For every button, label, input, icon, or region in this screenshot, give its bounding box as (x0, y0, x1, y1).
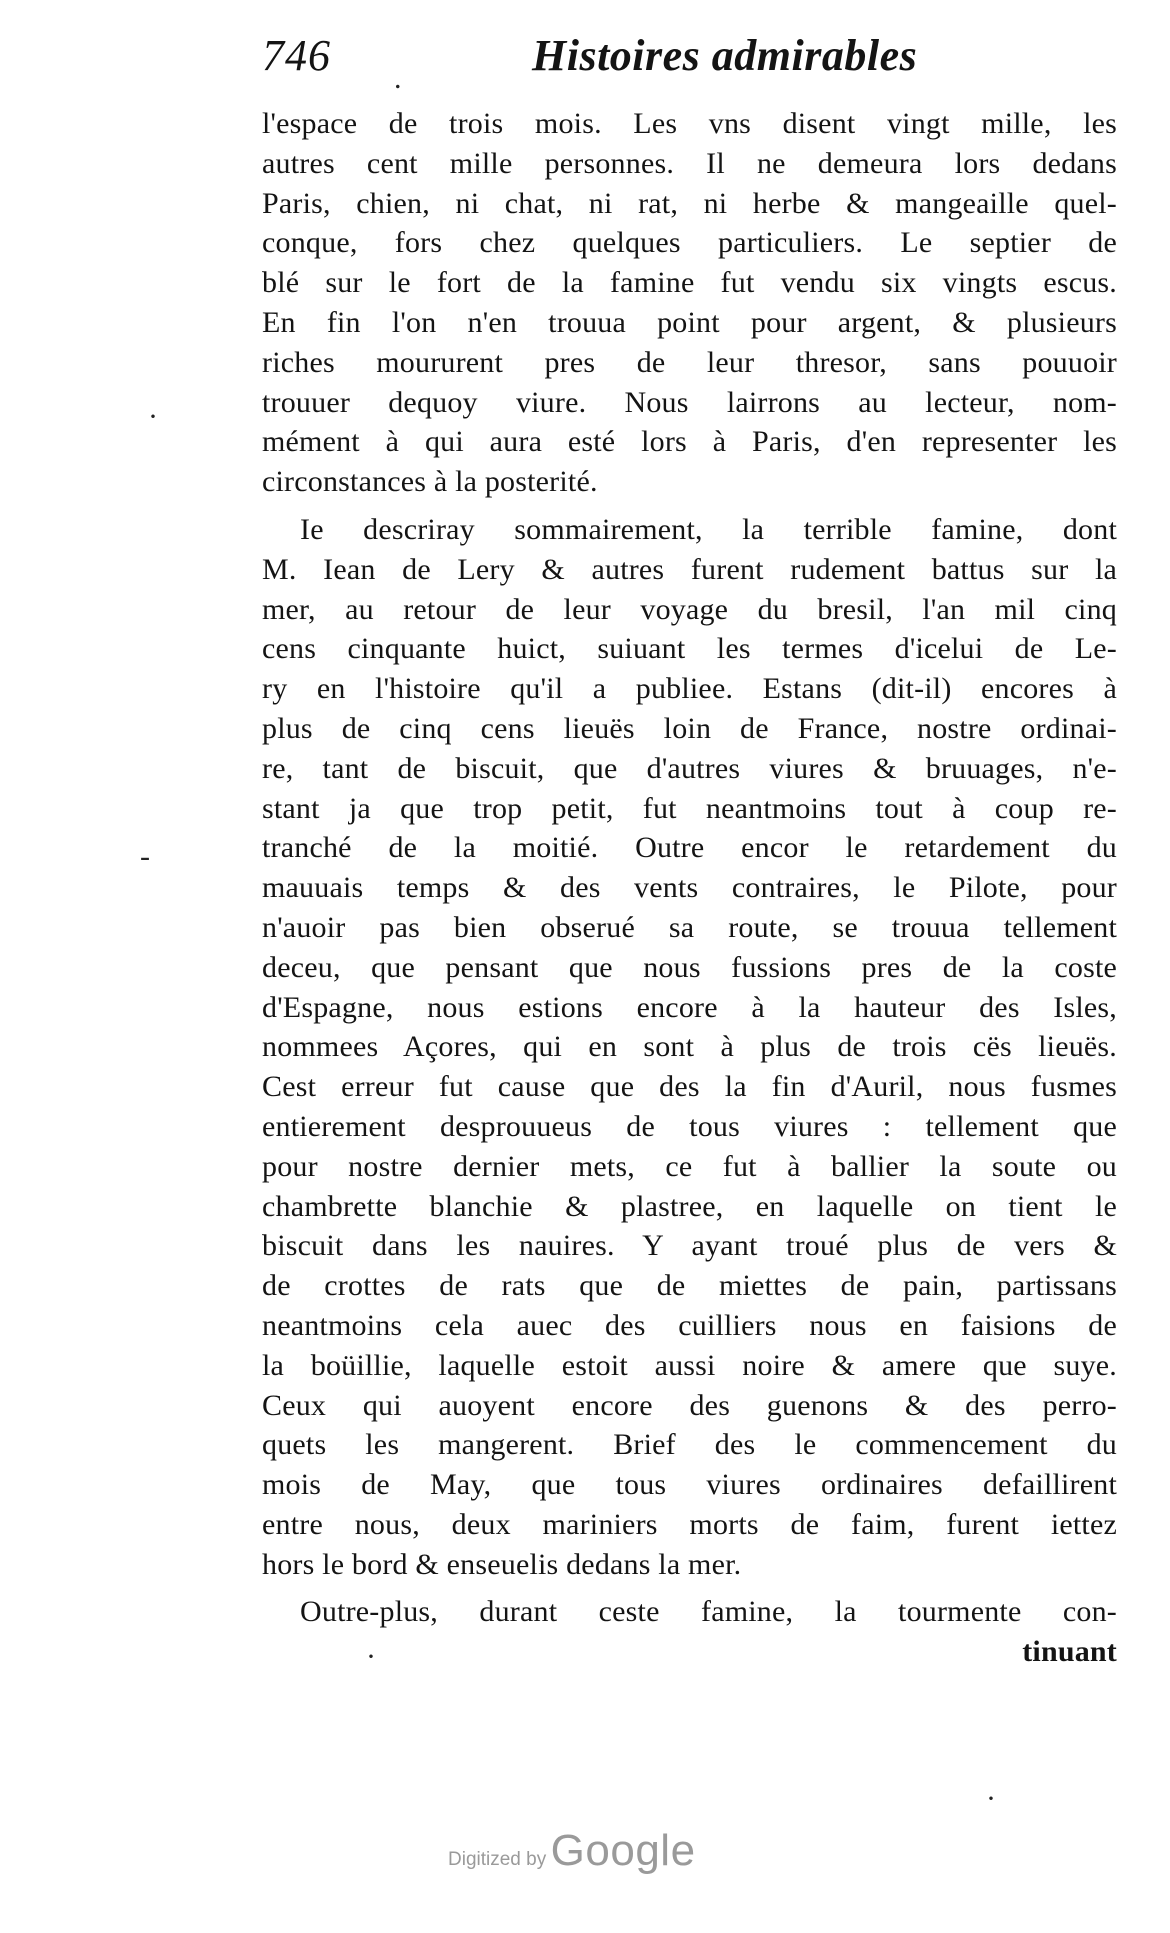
text-line: deceu, que pensant que nous fussions pres de la coste (262, 950, 1117, 984)
body-text (262, 104, 1117, 1672)
page-number: 746 (262, 31, 331, 80)
running-head: Histoires admirables (532, 31, 918, 80)
watermark-prefix: Digitized by (448, 1849, 547, 1870)
text-line: entierement desprouueus de tous viures : tellement que (262, 1109, 1117, 1143)
text-line: Ie descriray sommairement, la terrible famine, dont (300, 512, 1117, 546)
digitized-watermark (448, 1826, 696, 1876)
text-line: autres cent mille personnes. Il ne demeura lors dedans (262, 146, 1117, 180)
paragraph-gap (262, 502, 1117, 510)
text-line: n'auoir pas bien obserué sa route, se trouua tellement (262, 910, 1117, 944)
text-line: blé sur le fort de la famine fut vendu six vingts escus. (262, 266, 1117, 300)
paragraph-gap (262, 1584, 1117, 1592)
text-line: mauuais temps & des vents contraires, le Pilote, pour (262, 871, 1117, 905)
text-line: trouuer dequoy viure. Nous lairrons au lecteur, nom- (262, 385, 1117, 419)
text-line: conque, fors chez quelques particuliers. Le septier de (262, 226, 1117, 260)
text-line: Outre-plus, durant ceste famine, la tourmente con- (300, 1595, 1117, 1629)
text-line: cens cinquante huict, suiuant les termes d'icelui de Le- (262, 632, 1117, 666)
text-line: mer, au retour de leur voyage du bresil, l'an mil cinq (262, 592, 1117, 626)
text-line: nommees Açores, qui en sont à plus de trois cës lieuës. (262, 1030, 1117, 1064)
text-line: de crottes de rats que de miettes de pain, partissans (262, 1269, 1117, 1303)
google-logo-text: Google (550, 1826, 696, 1875)
text-line: M. Iean de Lery & autres furent rudement battus sur la (262, 552, 1117, 586)
text-line: pour nostre dernier mets, ce fut à ballier la soute ou (262, 1149, 1117, 1183)
text-line: stant ja que trop petit, fut neantmoins tout à coup re- (262, 791, 1117, 825)
text-line: mément à qui aura esté lors à Paris, d'en representer les (262, 425, 1117, 459)
text-line: Paris, chien, ni chat, ni rat, ni herbe & mangeaille quel- (262, 186, 1117, 220)
text-line: entre nous, deux mariniers morts de faim, furent iettez (262, 1507, 1117, 1541)
text-line: re, tant de biscuit, que d'autres viures & bruuages, n'e- (262, 751, 1117, 785)
text-line: la boüillie, laquelle estoit aussi noire & amere que suye. (262, 1348, 1117, 1382)
page-header (262, 30, 1102, 94)
margin-dot: · (986, 1782, 996, 1815)
text-line: ry en l'histoire qu'il a publiee. Estans (dit-il) encores à (262, 672, 1117, 706)
text-line: l'espace de trois mois. Les vns disent vingt mille, les (262, 107, 1117, 140)
text-line: tranché de la moitié. Outre encor le retardement du (262, 831, 1117, 865)
text-line: biscuit dans les nauires. Y ayant troué plus de vers & (262, 1229, 1117, 1263)
text-line: circonstances à la posterité. (262, 465, 598, 499)
text-line: neantmoins cela auec des cuilliers nous en faisions de (262, 1308, 1117, 1342)
text-line: d'Espagne, nous estions encore à la hauteur des Isles, (262, 990, 1117, 1024)
paragraph (262, 510, 1117, 1585)
paragraphs (262, 104, 1117, 1632)
margin-dash: - (140, 840, 150, 873)
paragraph (262, 104, 1117, 502)
speck-mark: . (394, 62, 402, 95)
text-line: Cest erreur fut cause que des la fin d'Auril, nous fusmes (262, 1070, 1117, 1104)
text-line: hors le bord & enseuelis dedans la mer. (262, 1547, 742, 1581)
text-line: En fin l'on n'en trouua point pour argent, & plusieurs (262, 305, 1117, 339)
text-line: riches moururent pres de leur thresor, sans pouuoir (262, 345, 1117, 379)
text-line: Ceux qui auoyent encore des guenons & des perro- (262, 1388, 1117, 1422)
margin-dot: · (148, 400, 158, 433)
catchword: tinuant (1022, 1635, 1117, 1669)
text-line: quets les mangerent. Brief des le commencement du (262, 1428, 1117, 1462)
text-line: plus de cinq cens lieuës loin de France, nostre ordinai- (262, 711, 1117, 745)
margin-dot: · (366, 1640, 376, 1673)
text-line: mois de May, que tous viures ordinaires defaillirent (262, 1468, 1117, 1502)
text-line: chambrette blanchie & plastree, en laquelle on tient le (262, 1189, 1117, 1223)
paragraph (262, 1592, 1117, 1632)
